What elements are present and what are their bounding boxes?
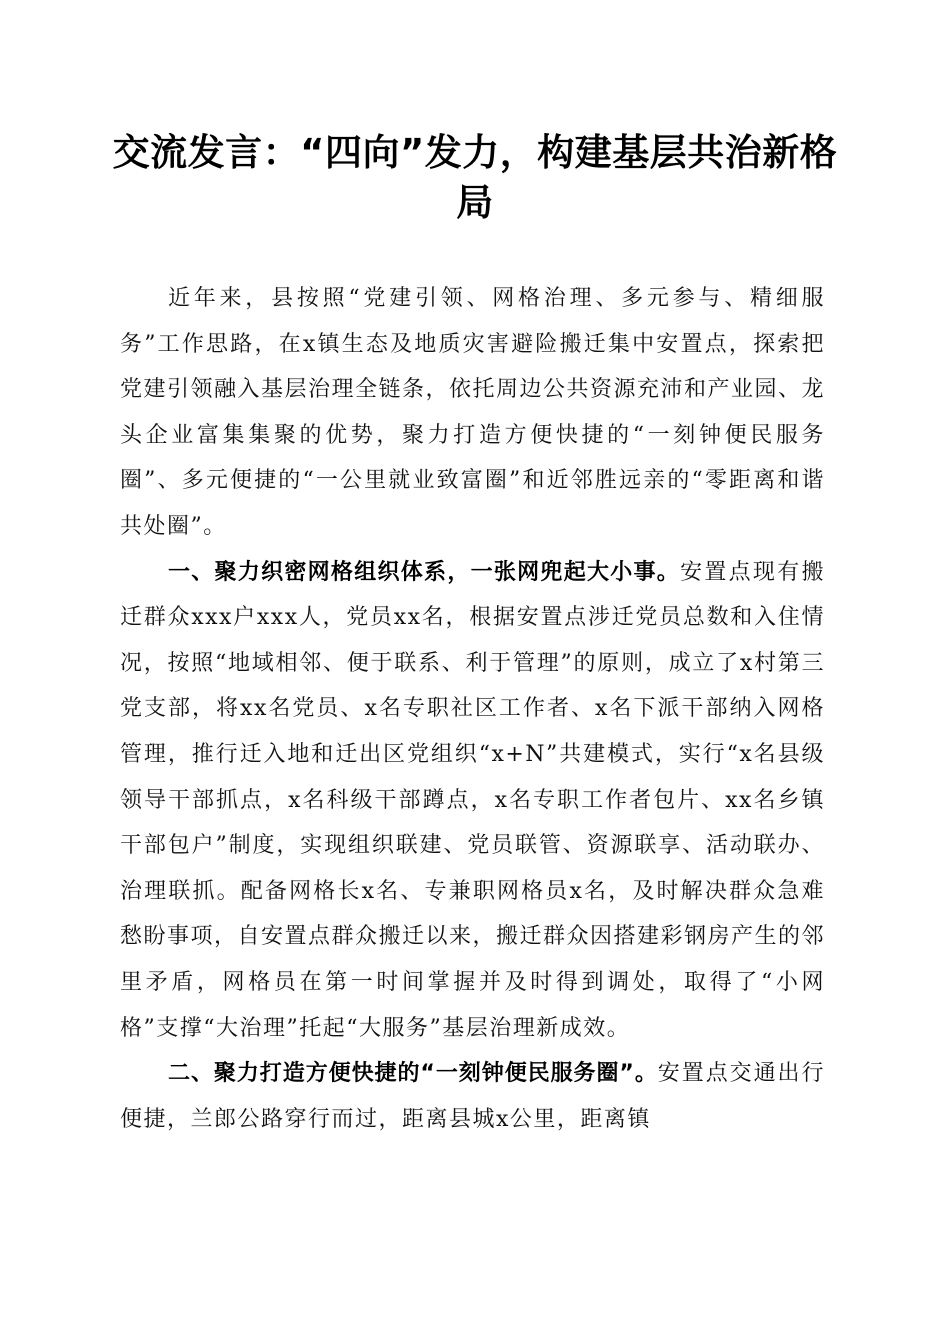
paragraph-text: 安置点现有搬迁群众xxx户xxx人，党员xx名，根据安置点涉迁党员总数和入住情况，按照“地域相邻、便于联系、利于管理”的原则，成立了x村第三党支部，将xx名党员、x名专职社区工作者、x名下派干部纳入网格管理，推行迁入地和迁出区党组织“x+N”共建模式，实行“x名县级领导干部抓点，x名科级干部蹲点，x名专职工作者包片、xx名乡镇干部包户”制度，实现组织联建、党员联管、资源联享、活动联办、治理联抓。配备网格长x名、专兼职网格员x名，及时解决群众急难愁盼事项，自安置点群众搬迁以来，搬迁群众因搭建彩钢房产生的邻里矛盾，网格员在第一时间掌握并及时得到调处，取得了“小网格”支撑“大治理”托起“大服务”基层治理新成效。: [120, 559, 826, 1041]
section-heading: 一、聚力织密网格组织体系，一张网兜起大小事。: [168, 559, 681, 585]
section-heading: 二、聚力打造方便快捷的“一刻钟便民服务圈”。: [168, 1061, 658, 1087]
paragraph-text: 安置点交通出行便捷，兰郎公路穿行而过，距离县城x公里，距离镇: [120, 1061, 825, 1132]
paragraph-section-two: [120, 1051, 825, 1142]
paragraph-text: 近年来，县按照“党建引领、网格治理、多元参与、精细服务”工作思路，在x镇生态及地质灾害避险搬迁集中安置点，探索把党建引领融入基层治理全链条，依托周边公共资源充沛和产业园、龙头企业富集集聚的优势，聚力打造方便快捷的“一刻钟便民服务圈”、多元便捷的“一公里就业致富圈”和近邻胜远亲的“零距离和谐共处圈”。: [120, 286, 826, 539]
document-title: 交流发言：“四向”发力，构建基层共治新格局: [112, 131, 838, 224]
document-body: [120, 276, 825, 1142]
paragraph-section-one: [120, 550, 825, 1052]
paragraph-intro: [120, 276, 825, 550]
